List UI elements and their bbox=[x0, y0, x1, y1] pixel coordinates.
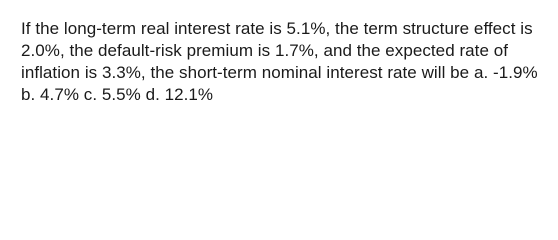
question-text: If the long-term real interest rate is 5.1%, the term structure effect is 2.0%, the default-risk premium is 1.7%, and the expected rate of inflation is 3.3%, the short-term nominal interest rate will be a. -1.9% b. 4.7% c. 5.5% d. 12.1% bbox=[21, 19, 538, 104]
